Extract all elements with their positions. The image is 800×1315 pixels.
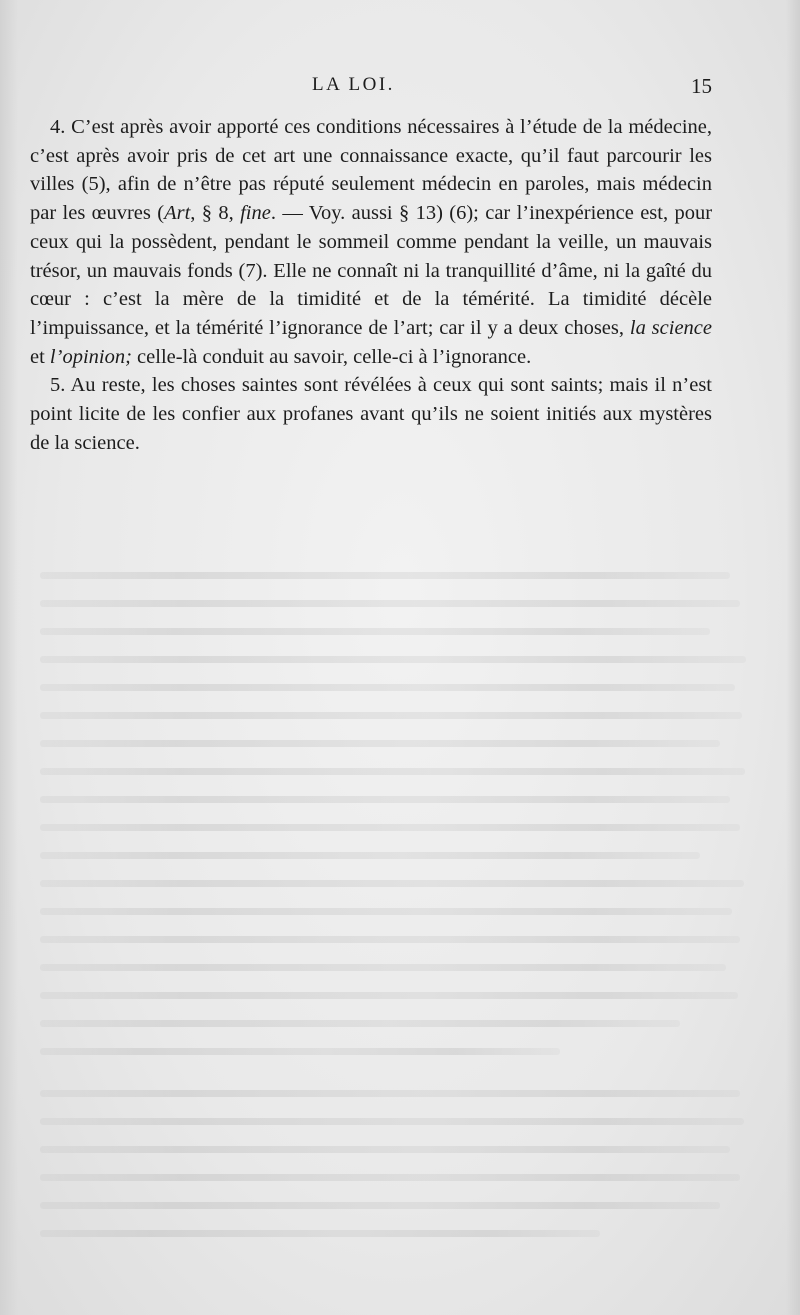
text-segment: celle-là conduit au savoir, celle-ci à l’ignorance. xyxy=(131,345,532,368)
paragraph-4 xyxy=(30,113,712,371)
page-header xyxy=(30,74,712,104)
text-segment: . — Voy. aussi § 13) (6); car l’inexpérience est, pour ceux qui la possèdent, pendant le sommeil comme pendant la veille, un mauvais trésor, un mauvais fonds (7). Elle ne connaît ni la tranquillité d’âme, ni la gaîté du cœur : c’est la mère de la timidité et de la témérité. La timidité décèle l’impuissance, et la témérité l’ignorance de l’art; car il y a deux choses, xyxy=(30,202,713,339)
italic-segment: Art xyxy=(164,202,191,225)
text-segment: 5. Au reste, les choses saintes sont révélées à ceux qui sont saints; mais il n’est point licite de les confier aux profanes avant qu’ils ne soient initiés aux mystères de la science. xyxy=(30,374,712,454)
italic-segment: la science xyxy=(629,316,713,339)
page-edge-shadow-left xyxy=(0,0,18,1315)
italic-segment: fine xyxy=(240,202,271,225)
show-through-texture xyxy=(40,550,752,1270)
italic-segment: l’opinion; xyxy=(49,345,132,368)
text-segment: 4. C’est après avoir apporté ces conditions nécessaires à l’étude de la médecine, c’est après avoir pris de cet art une connaissance exacte, qu’il faut parcourir les villes (5), afin de n’être pas réputé seulement médecin en paroles, mais médecin par les œuvres ( xyxy=(30,116,712,225)
page-number: 15 xyxy=(691,74,712,98)
paragraph-5 xyxy=(30,371,712,457)
page-edge-shadow-right xyxy=(786,0,800,1315)
body-text xyxy=(30,113,712,457)
text-segment: et xyxy=(30,345,50,368)
running-title: LA LOI. xyxy=(312,74,395,95)
text-segment: , § 8, xyxy=(190,202,241,225)
